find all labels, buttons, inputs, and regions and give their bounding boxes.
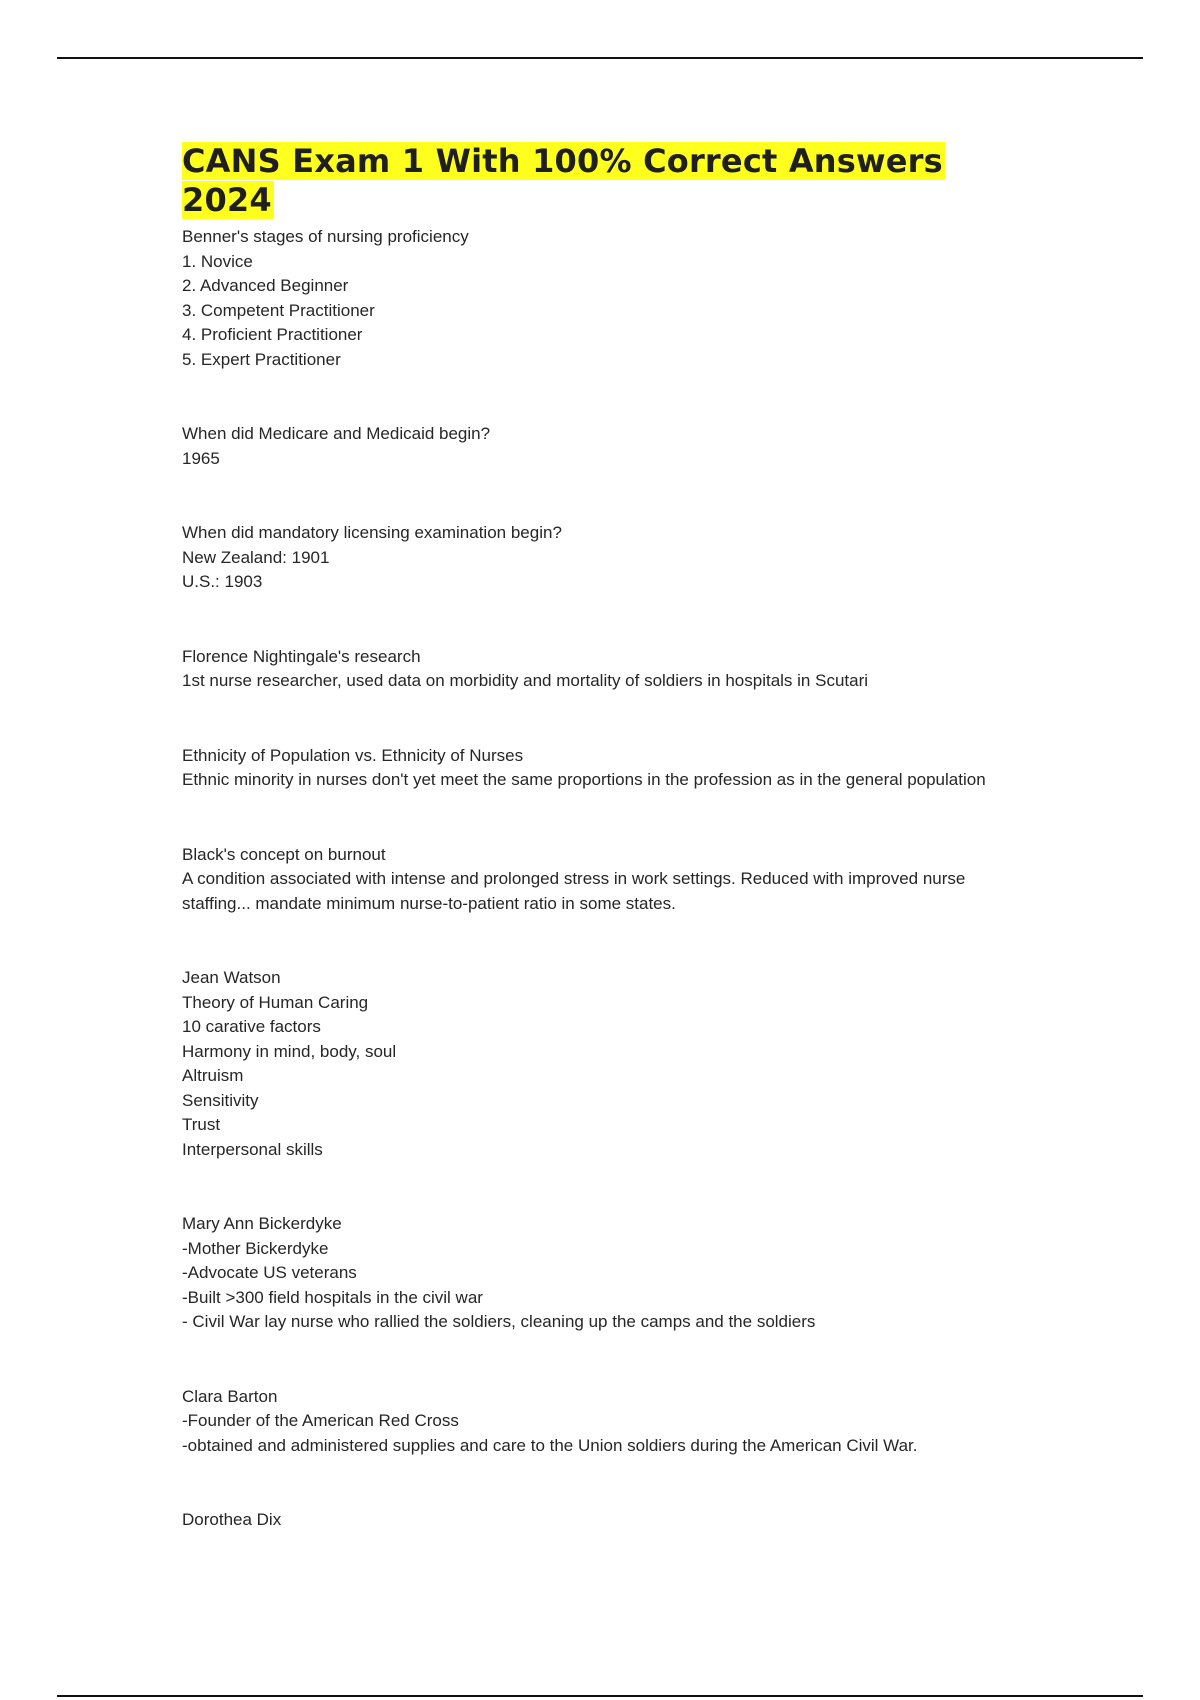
flashcard-answer-line: Theory of Human Caring	[182, 992, 369, 1012]
flashcard-term: Ethnicity of Population vs. Ethnicity of Nurses	[182, 745, 524, 765]
flashcard-answer-line: U.S.: 1903	[182, 572, 263, 591]
flashcard-answer-line: Ethnic minority in nurses don't yet meet the same proportions in the profession as in the general population	[182, 770, 986, 789]
flashcard-answer-line: 5. Expert Practitioner	[182, 349, 341, 369]
flashcard-answer-line: 4. Proficient Practitioner	[182, 325, 363, 344]
flashcard-term: Florence Nightingale's research	[182, 646, 421, 666]
flashcard	[182, 1212, 1002, 1335]
flashcard-answer-line: 1st nurse researcher, used data on morbidity and mortality of soldiers in hospitals in Scutari	[182, 671, 869, 690]
flashcard-answer-line: New Zealand: 1901	[182, 547, 330, 567]
flashcard-answer-line: Interpersonal skills	[182, 1139, 323, 1159]
flashcard	[182, 521, 1002, 595]
flashcard-term: Mary Ann Bickerdyke	[182, 1214, 342, 1233]
flashcard-answer-line: 10 carative factors	[182, 1017, 321, 1036]
flashcard-answer-line: -Mother Bickerdyke	[182, 1238, 329, 1258]
header-rule	[57, 57, 1143, 59]
flashcard	[182, 1385, 1002, 1459]
document-title-text: CANS Exam 1 With 100% Correct Answers 2024	[182, 142, 943, 219]
flashcard-answer-line: A condition associated with intense and prolonged stress in work settings. Reduced with improved nurse staffing... mandate minimum nurse-to-patient ratio in some states.	[182, 869, 971, 913]
flashcard-list	[182, 225, 1002, 1533]
flashcard-term: When did mandatory licensing examination begin?	[182, 523, 562, 542]
flashcard	[182, 843, 1002, 917]
document-title	[182, 142, 1002, 220]
flashcard-answer-line: Sensitivity	[182, 1090, 259, 1110]
flashcard-answer-line: -Built >300 field hospitals in the civil war	[182, 1287, 483, 1307]
flashcard-term: Dorothea Dix	[182, 1510, 282, 1529]
flashcard-term: When did Medicare and Medicaid begin?	[182, 424, 491, 443]
flashcard-term: Jean Watson	[182, 968, 281, 987]
flashcard-answer-line: -Advocate US veterans	[182, 1263, 357, 1282]
flashcard-answer-line: -obtained and administered supplies and care to the Union soldiers during the American Civil War.	[182, 1435, 918, 1455]
flashcard	[182, 966, 1002, 1162]
flashcard-answer-line: Altruism	[182, 1066, 244, 1085]
flashcard	[182, 744, 1002, 793]
flashcard-answer-line: 1965	[182, 448, 220, 468]
footer-rule	[57, 1695, 1143, 1697]
flashcard	[182, 645, 1002, 694]
flashcard-answer-line: Trust	[182, 1115, 221, 1134]
flashcard-term: Black's concept on burnout	[182, 844, 386, 864]
flashcard	[182, 422, 1002, 471]
flashcard-answer-line: 3. Competent Practitioner	[182, 300, 375, 320]
flashcard-answer-line: Harmony in mind, body, soul	[182, 1041, 397, 1061]
flashcard-answer-line: 2. Advanced Beginner	[182, 276, 349, 295]
flashcard-answer-line: -Founder of the American Red Cross	[182, 1411, 459, 1430]
flashcard-answer-line: 1. Novice	[182, 251, 253, 271]
flashcard	[182, 225, 1002, 372]
document-body	[182, 142, 1002, 1533]
flashcard-term: Clara Barton	[182, 1386, 278, 1406]
flashcard-term: Benner's stages of nursing proficiency	[182, 227, 469, 246]
flashcard-answer-line: - Civil War lay nurse who rallied the soldiers, cleaning up the camps and the soldiers	[182, 1312, 816, 1331]
flashcard	[182, 1508, 1002, 1533]
